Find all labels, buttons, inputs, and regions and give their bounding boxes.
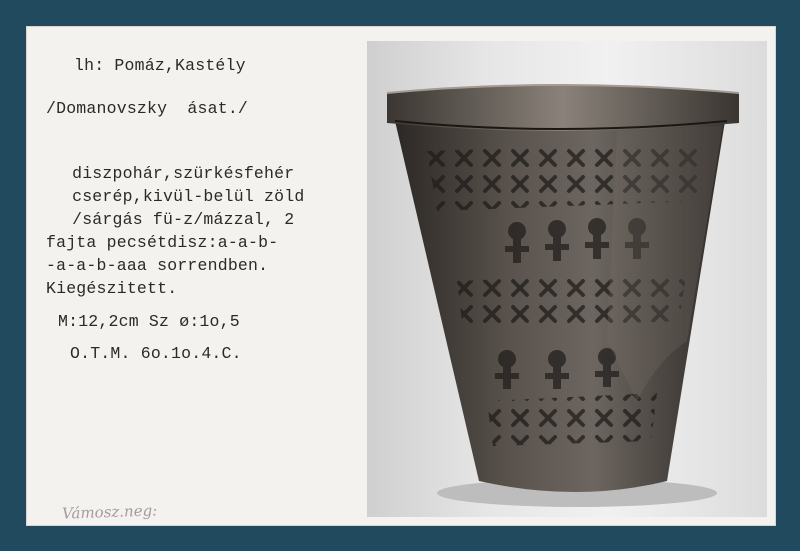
- beaker-illustration: [367, 41, 767, 517]
- beaker-photo: [367, 41, 767, 517]
- restoration-line: Kiegészitett.: [46, 279, 178, 298]
- description-line-4: fajta pecsétdisz:a-a-b-: [46, 233, 279, 252]
- dimensions-line: M:12,2cm Sz ø:1o,5: [58, 312, 240, 331]
- description-line-2: cserép,kivül-belül zöld: [62, 187, 305, 206]
- location-line: lh: Pomáz,Kastély: [74, 56, 246, 75]
- excavation-line: /Domanovszky ásat./: [46, 99, 249, 118]
- description-line-1: diszpohár,szürkésfehér: [62, 164, 295, 183]
- inventory-number-line: O.T.M. 6o.1o.4.C.: [70, 344, 242, 363]
- description-line-5: -a-a-b-aaa sorrendben.: [46, 256, 269, 275]
- handwritten-note: Vámosz.neg:: [61, 501, 158, 523]
- description-line-3: /sárgás fü-z/mázzal, 2: [62, 210, 295, 229]
